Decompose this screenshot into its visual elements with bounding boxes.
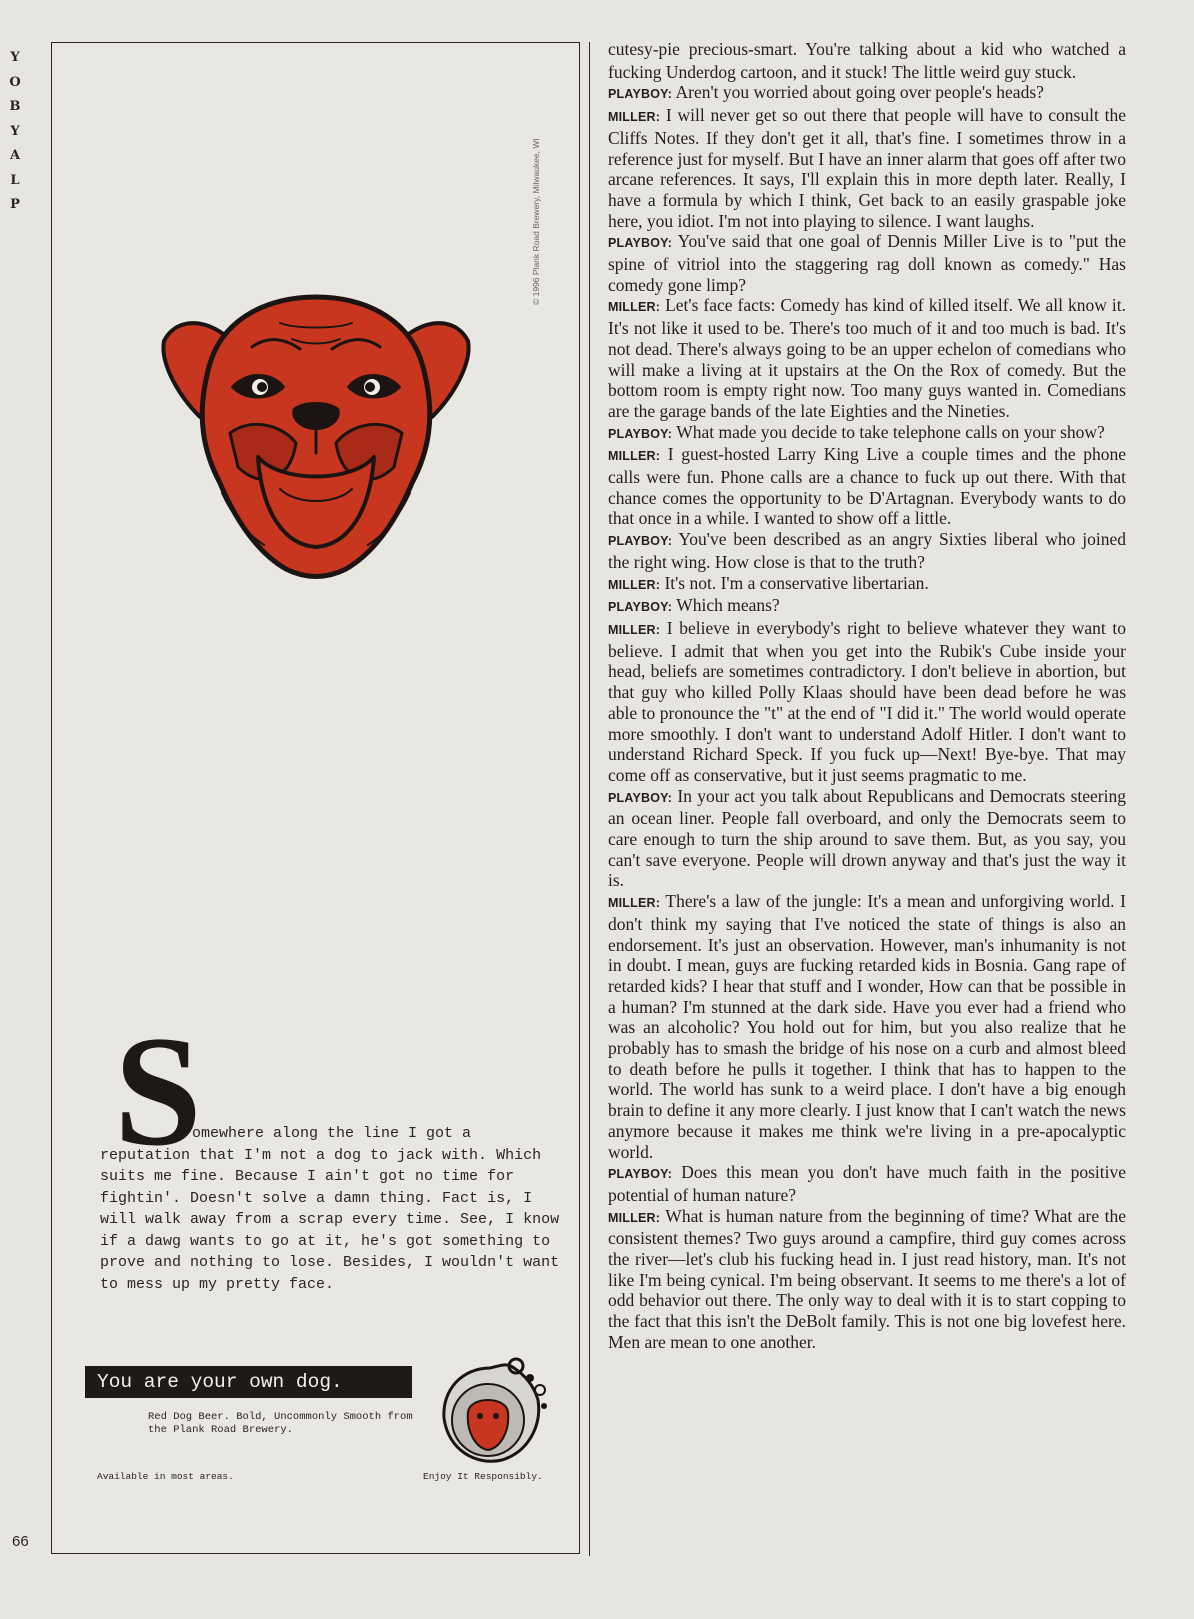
red-dog-advertisement xyxy=(51,42,580,1554)
interview-paragraph xyxy=(608,231,1126,295)
interview-paragraph xyxy=(608,422,1126,445)
interview-paragraph xyxy=(608,444,1126,529)
masthead-letter: L xyxy=(10,172,20,188)
speaker-label: PLAYBOY: xyxy=(608,600,673,615)
interview-paragraph xyxy=(608,1206,1126,1353)
speaker-label: PLAYBOY: xyxy=(608,1167,673,1182)
masthead-letter: Y xyxy=(10,50,20,65)
speaker-label: MILLER: xyxy=(608,1210,661,1225)
interview-paragraph xyxy=(608,82,1126,105)
ad-body-first-line: omewhere along the line I got a xyxy=(192,1125,472,1142)
speaker-label: PLAYBOY: xyxy=(608,236,673,251)
availability-note: Available in most areas. xyxy=(97,1471,234,1482)
paragraph-text: Does this mean you don't have much faith in the positive potential of human nature? xyxy=(608,1162,1126,1205)
masthead-letter: O xyxy=(9,74,21,90)
ad-body-rest: reputation that I'm not a dog to jack with. Which suits me fine. Because I ain't got no time for fightin'. Doesn't solve a damn thing. Fact is, I will walk away from a scrap every time. See, I know if a dawg wants to go at it, he's got something to prove and nothing to lose. Besides, I wouldn't want to mess up my pretty face. xyxy=(100,1146,560,1293)
paragraph-text: There's a law of the jungle: It's a mean and unforgiving world. I don't think my saying that I've noticed the state of things is also an endorsement. It's just an observation. However, man's inhumanity is not in doubt. I mean, guys are fucking retarded kids in Bosnia. Gang rape of retarded kids? I hear that stuff and I wonder, How can that be possible in a human? I'm stunned at the dark side. Have you ever had a friend who was an alcoholic? You hold out for him, but you also realize that he probably has to smash the bridge of his nose on a curb and almost bleed to death before he pulls it together. I think that has to happen to the world. The world has sunk to a weird place. I don't have a big enough brain to define it any more clearly. I just know that I can't watch the news anymore because it makes me think we're living in a pre-apocalyptic world. xyxy=(608,891,1126,1162)
interview-paragraph xyxy=(608,891,1126,1162)
interview-paragraph xyxy=(608,105,1126,231)
speaker-label: MILLER: xyxy=(608,577,661,592)
masthead-letter: Y xyxy=(10,123,20,139)
interview-paragraph xyxy=(608,618,1126,786)
interview-column xyxy=(608,39,1126,1353)
paragraph-text: I believe in everybody's right to believe whatever they want to believe. I admit that when you get into the Rubik's Cube inside your head, beliefs are sometimes contradictory. I don't believe in abortion, but that guy who killed Polly Klaas should have been dead before he was able to pronounce the "t" at the end of "I did it." The world would operate more smoothly. I don't want to understand Adolf Hitler. I don't want to understand Richard Speck. If you fuck up—Next! Bye-bye. That may come off as conservative, but it just seems pragmatic to me. xyxy=(608,617,1126,785)
masthead-letter: P xyxy=(10,197,20,212)
paragraph-text: It's not. I'm a conservative libertarian. xyxy=(664,572,929,593)
ad-tagline: You are your own dog. xyxy=(85,1366,412,1398)
paragraph-text: I will never get so out there that people will have to consult the Cliffs Notes. If they don't get it all, that's fine. I sometimes throw in a reference just for myself. But I have an inner alarm that goes off after two arcane references. It says, I'll explain this in more depth later. Really, I have a formula by which I think, Get back to an easily graspable joke here, you idiot. I'm not into playing to silence. I want laughs. xyxy=(608,105,1126,231)
masthead-letter: A xyxy=(9,148,21,163)
bulldog-head-logo xyxy=(160,283,472,581)
interview-paragraph xyxy=(608,39,1126,82)
column-divider xyxy=(589,42,590,1556)
speaker-label: MILLER: xyxy=(608,896,661,911)
product-description: Red Dog Beer. Bold, Uncommonly Smooth from the Plank Road Brewery. xyxy=(148,1411,413,1436)
drop-cap: S xyxy=(114,1004,202,1179)
masthead-letter: B xyxy=(9,99,21,114)
paragraph-text: Which means? xyxy=(676,595,780,616)
paragraph-text: Aren't you worried about going over people's heads? xyxy=(675,82,1044,103)
speaker-label: PLAYBOY: xyxy=(608,790,673,805)
paragraph-text: Let's face facts: Comedy has kind of killed itself. We all know it. It's not like it used to be. There's too much of it and too much is bad. It's not dead. There's always going to be an upper echelon of comedians who will make a living at it upstairs at the On the Rox of comedy. But the bottom room is empty right now. Too many guys wanted in. Comedians are the garage bands of the late Eighties and the Nineties. xyxy=(608,295,1126,421)
masthead-vertical xyxy=(4,46,26,218)
paragraph-text: In your act you talk about Republicans and Democrats steering an ocean liner. People fall overboard, and only the Democrats seem to care enough to turn the ship around to save them. But, as you say, you can't save everyone. People will drown anyway and that's just the way it is. xyxy=(608,785,1126,891)
interview-paragraph xyxy=(608,529,1126,572)
ad-copyright: © 1996 Plank Road Brewery, Milwaukee, WI xyxy=(531,138,541,305)
speaker-label: PLAYBOY: xyxy=(608,87,673,102)
interview-paragraph xyxy=(608,595,1126,618)
speaker-label: MILLER: xyxy=(608,110,661,125)
speaker-label: MILLER: xyxy=(608,449,661,464)
paragraph-text: You've been described as an angry Sixties liberal who joined the right wing. How close is that to the truth? xyxy=(608,529,1126,572)
responsibility-note: Enjoy It Responsibly. xyxy=(423,1471,543,1482)
paragraph-text: What is human nature from the beginning of time? What are the consistent themes? Two guys around a campfire, third guy comes across the river—let's club his fucking head in. I just read history, man. It's not like I'm being cynical. I'm being observant. It seems to me there's a lot of odd behavior out there. The only way to deal with it is to start copping to the fact that this isn't the DeBolt family. This is not one big lovefest here. Men are mean to one another. xyxy=(608,1205,1126,1352)
interview-paragraph xyxy=(608,295,1126,421)
paragraph-text: I guest-hosted Larry King Live a couple times and the phone calls were fun. Phone calls are a chance to fuck up out there. With that chance comes the opportunity to be D'Artagnan. Everybody wants to do that once in a while. I wanted to show off a little. xyxy=(608,444,1126,529)
paragraph-text: cutesy-pie precious-smart. You're talking about a kid who watched a fucking Underdog cartoon, and it stuck! The little weird guy stuck. xyxy=(608,39,1126,82)
bottle-cap-logo xyxy=(430,1356,552,1471)
interview-paragraph xyxy=(608,1162,1126,1205)
speaker-label: MILLER: xyxy=(608,622,661,637)
speaker-label: MILLER: xyxy=(608,300,661,315)
speaker-label: PLAYBOY: xyxy=(608,534,673,549)
page-number: 66 xyxy=(12,1533,29,1550)
ad-body-copy xyxy=(100,1123,560,1295)
paragraph-text: You've said that one goal of Dennis Miller Live is to "put the spine of vitriol into the staggering rag doll known as comedy." Has comedy gone limp? xyxy=(608,231,1126,295)
speaker-label: PLAYBOY: xyxy=(608,426,673,441)
paragraph-text: What made you decide to take telephone calls on your show? xyxy=(676,421,1105,442)
interview-paragraph xyxy=(608,573,1126,596)
interview-paragraph xyxy=(608,786,1126,892)
